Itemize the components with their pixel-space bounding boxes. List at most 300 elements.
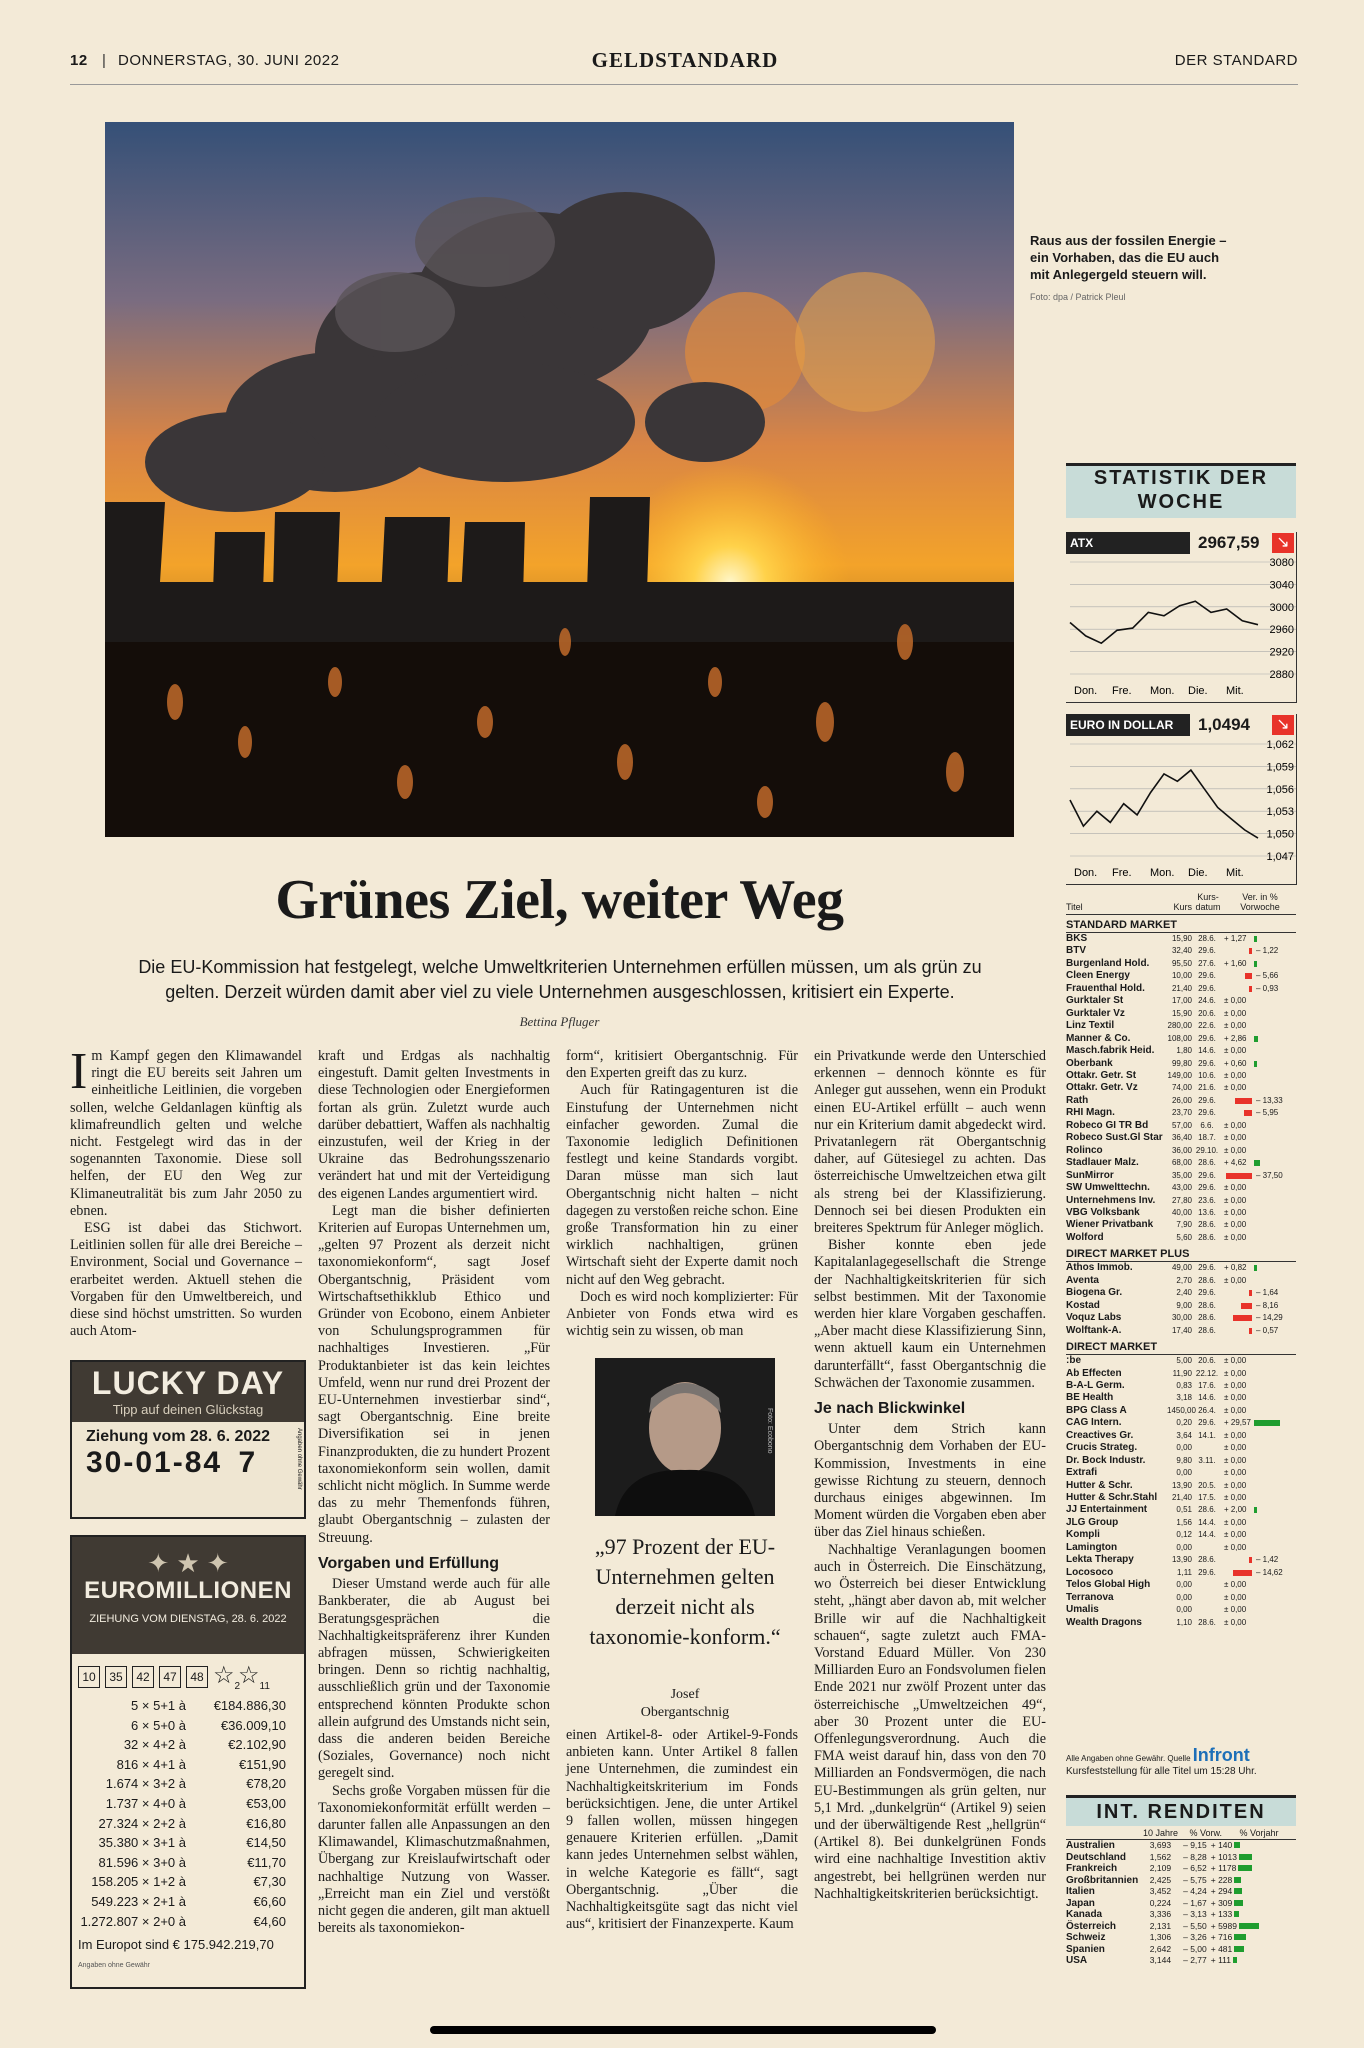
yield-value: 3,693 xyxy=(1149,1840,1172,1850)
market-row xyxy=(1066,1095,1296,1107)
col-header-titel: Titel xyxy=(1066,902,1083,912)
lucky-day-draw-date: Ziehung vom 28. 6. 2022 xyxy=(86,1428,271,1445)
yearly-change-text: + 140 xyxy=(1210,1840,1233,1850)
header-date: DONNERSTAG, 30. JUNI 2022 xyxy=(118,52,340,69)
renditen-row xyxy=(1066,1840,1296,1852)
stock-name: Athos Immob. xyxy=(1066,1262,1133,1274)
stock-change xyxy=(1222,1467,1296,1479)
stock-change-text: ± 0,00 xyxy=(1224,1580,1247,1590)
stock-change-text: ± 0,00 xyxy=(1224,1021,1247,1031)
stock-change-text: – 5,95 xyxy=(1256,1108,1279,1118)
stock-change xyxy=(1222,970,1296,982)
stock-date xyxy=(1192,1592,1222,1604)
lucky-day-note: Angaben ohne Gewähr xyxy=(296,1428,302,1490)
market-row xyxy=(1066,1008,1296,1020)
prize-quota: 816 × 4+1 à xyxy=(116,1756,186,1772)
hero-photo xyxy=(105,122,1014,837)
stock-name: Lekta Therapy xyxy=(1066,1554,1134,1566)
market-row xyxy=(1066,1157,1296,1169)
stock-change xyxy=(1222,1120,1296,1132)
lucky-day-extra: 7 xyxy=(238,1446,258,1479)
change-bar xyxy=(1254,961,1257,967)
market-row xyxy=(1066,1325,1296,1337)
prize-row xyxy=(72,1853,304,1873)
stock-price: 68,00 xyxy=(1171,1158,1192,1168)
stock-name: Rolinco xyxy=(1066,1144,1103,1156)
market-row xyxy=(1066,1604,1296,1616)
yearly-change-text: + 309 xyxy=(1210,1897,1233,1908)
stock-name: :be xyxy=(1066,1355,1081,1367)
country-name: Spanien xyxy=(1066,1943,1105,1955)
prize-amount: €14,50 xyxy=(246,1835,286,1851)
stock-change xyxy=(1222,1262,1296,1274)
stock-price: 0,00 xyxy=(1176,1443,1192,1453)
yearly-change xyxy=(1207,1852,1296,1864)
market-row xyxy=(1066,995,1296,1007)
quote-attribution: Josef Obergantschnig xyxy=(640,1687,730,1720)
euromillionen-banner xyxy=(72,1537,304,1654)
stock-change-text: ± 0,00 xyxy=(1224,1530,1247,1540)
trend-down-icon: ↘ xyxy=(1272,715,1294,735)
stock-date: 29.10. xyxy=(1195,1145,1219,1155)
col-header-vorwoche: % Vorw. xyxy=(1189,1828,1222,1838)
prize-row xyxy=(72,1814,304,1834)
change-bar xyxy=(1254,1265,1257,1271)
prize-row xyxy=(72,1892,304,1912)
stock-date: 28.6. xyxy=(1198,934,1216,943)
source-note: Alle Angaben ohne Gewähr. Quelle xyxy=(1066,1754,1191,1763)
stock-name: Wolftank-A. xyxy=(1066,1324,1122,1336)
stock-change-text: ± 0,00 xyxy=(1224,1592,1247,1602)
stock-date: 14.4. xyxy=(1198,1530,1216,1540)
stock-change-text: + 1,60 xyxy=(1224,958,1247,968)
stock-name: Ottakr. Getr. Vz xyxy=(1066,1082,1138,1094)
stock-change-text: + 2,00 xyxy=(1224,1505,1247,1515)
stock-change-text: + 1,27 xyxy=(1224,934,1247,943)
yearly-change xyxy=(1207,1932,1296,1944)
market-row xyxy=(1066,1368,1296,1380)
change-bar xyxy=(1226,1173,1252,1179)
x-tick-label: Mon. xyxy=(1150,867,1175,879)
home-indicator[interactable] xyxy=(430,2026,936,2034)
stock-name: BTV xyxy=(1066,945,1086,957)
country-name: Großbritannien xyxy=(1066,1874,1139,1886)
stock-change xyxy=(1222,1579,1296,1591)
stock-price: 32,40 xyxy=(1171,946,1192,956)
yearly-change-bar xyxy=(1239,1854,1252,1860)
stock-price: 15,90 xyxy=(1171,934,1192,943)
market-row xyxy=(1066,1312,1296,1324)
stock-name: SunMirror xyxy=(1066,1169,1114,1181)
market-row xyxy=(1066,1070,1296,1082)
stock-name: Biogena Gr. xyxy=(1066,1287,1123,1299)
stock-date: 29.6. xyxy=(1198,1263,1216,1273)
yield-value: 2,425 xyxy=(1149,1874,1172,1885)
weekly-change: – 2,77 xyxy=(1183,1955,1207,1965)
stock-date: 14.4. xyxy=(1198,1517,1216,1527)
stock-date: 28.6. xyxy=(1198,1617,1216,1627)
stock-change xyxy=(1222,1430,1296,1442)
stock-change xyxy=(1222,1392,1296,1404)
prize-amount: €4,60 xyxy=(253,1913,286,1929)
renditen-row xyxy=(1066,1875,1296,1887)
stock-change xyxy=(1222,1207,1296,1219)
market-row xyxy=(1066,1033,1296,1045)
yearly-change-text: + 1178 xyxy=(1210,1863,1237,1873)
euromillionen-box xyxy=(70,1535,306,1989)
stock-name: Stadlauer Malz. xyxy=(1066,1157,1139,1169)
trend-down-icon: ↘ xyxy=(1272,533,1294,553)
weekly-change: – 5,00 xyxy=(1183,1943,1207,1954)
photo-caption xyxy=(1030,232,1235,306)
article-column-3-continued xyxy=(566,1727,798,1933)
market-row xyxy=(1066,1542,1296,1554)
change-bar xyxy=(1254,936,1257,942)
change-bar xyxy=(1235,1098,1252,1104)
stock-name: Wealth Dragons xyxy=(1066,1616,1142,1628)
stock-change xyxy=(1222,1287,1296,1299)
stock-name: Masch.fabrik Heid. xyxy=(1066,1045,1155,1057)
stock-change xyxy=(1222,1182,1296,1194)
stock-price: 26,00 xyxy=(1171,1095,1192,1105)
stock-date xyxy=(1192,1604,1222,1616)
y-tick-label: 1,050 xyxy=(1266,828,1294,841)
weekly-change: – 5,50 xyxy=(1183,1920,1207,1931)
market-row xyxy=(1066,1480,1296,1492)
euromillionen-note: Angaben ohne Gewähr xyxy=(78,1962,150,1970)
prize-amount: €78,20 xyxy=(246,1776,286,1792)
stock-change-text: – 0,93 xyxy=(1256,983,1279,993)
portrait-photo xyxy=(595,1358,775,1516)
stock-name: Manner & Co. xyxy=(1066,1032,1131,1044)
market-row xyxy=(1066,1120,1296,1132)
stock-date: 22.12. xyxy=(1195,1368,1219,1378)
col-header-10-jahre: 10 Jahre xyxy=(1142,1828,1178,1838)
portrait-illustration xyxy=(595,1358,775,1516)
stars-icon: ✦ ★ ✦ xyxy=(147,1548,229,1578)
subheading: Je nach Blickwinkel xyxy=(814,1400,966,1418)
stock-change-text: ± 0,00 xyxy=(1224,1275,1247,1285)
stock-price: 1,56 xyxy=(1176,1517,1192,1527)
stock-change-text: ± 0,00 xyxy=(1224,1380,1247,1390)
europot: Im Europot sind € 175.942.219,70 xyxy=(78,1937,274,1953)
stock-change xyxy=(1222,1070,1296,1082)
portrait-credit: Foto: Ecobono xyxy=(766,1408,773,1454)
stock-name: Robeco Sust.Gl Star xyxy=(1066,1132,1163,1144)
stock-date: 28.6. xyxy=(1198,1505,1216,1515)
stock-name: Burgenland Hold. xyxy=(1066,957,1150,969)
stock-change-text: – 13,33 xyxy=(1256,1095,1283,1105)
stock-date: 13.6. xyxy=(1198,1207,1216,1217)
prize-row xyxy=(72,1735,304,1755)
prize-quota: 549.223 × 2+1 à xyxy=(91,1893,186,1909)
stock-change xyxy=(1222,1554,1296,1566)
prize-quota: 1.272.807 × 2+0 à xyxy=(80,1913,186,1929)
stock-price: 11,90 xyxy=(1172,1368,1192,1378)
renditen-row xyxy=(1066,1932,1296,1944)
paragraph: einen Artikel-8- oder Artikel-9-Fonds anbieten kann. Unter Artikel 8 fallen jene Unternehmen, die zumindest ein Nachhaltigkeitskriterium im Fonds berücksichtigen. Jene, die unter Artikel 9 fallen wollen, müssen hingegen genauere Kriterien erfüllen. „Damit kann jedes Unternehmen selbst wählen, in welche Kategorie es fällt“, sagt Obergantschnig. „Über die Nachhaltigkeitsgüte sagt das nicht viel aus“, kritisiert der Finanzexperte. Kaum xyxy=(566,1727,798,1933)
stock-change-text: ± 0,00 xyxy=(1224,1493,1247,1503)
article-column-1 xyxy=(70,1043,302,1340)
stock-name: BPG Class A xyxy=(1066,1404,1127,1416)
country-name: USA xyxy=(1066,1955,1088,1966)
x-tick-label: Mon. xyxy=(1150,685,1175,697)
market-row xyxy=(1066,1492,1296,1504)
stock-change-text: ± 0,00 xyxy=(1224,1083,1247,1093)
stock-change xyxy=(1222,995,1296,1007)
change-bar xyxy=(1254,1061,1257,1067)
stock-price: 0,00 xyxy=(1176,1468,1192,1478)
change-bar xyxy=(1249,1328,1252,1334)
stock-name: Locosoco xyxy=(1066,1566,1114,1578)
paragraph: Doch es wird noch komplizierter: Für Anbieter von Fonds etwa wird es wichtig sein zu wissen, ob man xyxy=(566,1288,798,1340)
stock-date: 14.6. xyxy=(1198,1046,1216,1056)
stock-date: 20.6. xyxy=(1198,1356,1216,1366)
header-separator: | xyxy=(102,52,107,69)
market-row xyxy=(1066,1107,1296,1119)
article-column-3 xyxy=(566,1048,798,1340)
stock-date: 29.6. xyxy=(1198,983,1216,993)
prize-amount: €6,60 xyxy=(253,1893,286,1909)
yield-value: 3,144 xyxy=(1149,1955,1172,1965)
yearly-change-bar xyxy=(1234,1888,1242,1894)
prize-amount: €7,30 xyxy=(253,1874,286,1890)
country-name: Frankreich xyxy=(1066,1863,1118,1874)
lucky-day-box xyxy=(70,1360,306,1519)
stock-price: 36,40 xyxy=(1171,1133,1192,1143)
stock-change-text: ± 0,00 xyxy=(1224,1120,1247,1130)
stock-name: JJ Entertainment xyxy=(1066,1504,1148,1516)
stock-name: Wiener Privatbank xyxy=(1066,1219,1154,1231)
stock-date: 6.6. xyxy=(1200,1120,1214,1130)
stock-price: 13,90 xyxy=(1171,1555,1192,1565)
stock-price: 5,00 xyxy=(1176,1356,1192,1366)
stock-change-text: ± 0,00 xyxy=(1224,1145,1247,1155)
stock-name: Kompli xyxy=(1066,1529,1100,1541)
stock-price: 21,40 xyxy=(1171,983,1192,993)
prize-row xyxy=(72,1696,304,1716)
eur-chart xyxy=(1066,714,1297,885)
market-table-body xyxy=(1066,919,1296,1629)
stock-change xyxy=(1222,1300,1296,1312)
stock-change-text: ± 0,00 xyxy=(1224,1133,1247,1143)
stock-change-text: ± 0,00 xyxy=(1224,1480,1247,1490)
yearly-change-bar xyxy=(1238,1865,1252,1871)
market-section-title: STANDARD MARKET xyxy=(1066,919,1296,933)
yield-value: 1,306 xyxy=(1149,1932,1172,1942)
stock-price: 0,00 xyxy=(1176,1580,1192,1590)
stock-date: 14.6. xyxy=(1198,1393,1216,1403)
market-row xyxy=(1066,1182,1296,1194)
stock-change xyxy=(1222,1517,1296,1529)
stock-date: 28.6. xyxy=(1198,1313,1216,1323)
lotto-number: 42 xyxy=(132,1666,154,1688)
market-row xyxy=(1066,1592,1296,1604)
prize-quota: 81.596 × 3+0 à xyxy=(98,1854,186,1870)
renditen-row xyxy=(1066,1944,1296,1956)
yearly-change-bar xyxy=(1239,1923,1259,1929)
yearly-change-text: + 481 xyxy=(1210,1943,1233,1954)
market-row xyxy=(1066,1145,1296,1157)
stock-change-text: ± 0,00 xyxy=(1224,1183,1247,1193)
market-row xyxy=(1066,1442,1296,1454)
yearly-change xyxy=(1207,1955,1296,1967)
prize-row xyxy=(72,1716,304,1736)
change-bar xyxy=(1233,1570,1252,1576)
weekly-change: – 9,15 xyxy=(1183,1840,1207,1850)
change-bar xyxy=(1254,1507,1257,1513)
stock-change xyxy=(1222,1604,1296,1616)
stock-change xyxy=(1222,1058,1296,1070)
yearly-change-text: + 294 xyxy=(1210,1886,1233,1896)
stock-date: 29.6. xyxy=(1198,1108,1216,1118)
prize-quota: 32 × 4+2 à xyxy=(123,1737,186,1753)
paragraph: form“, kritisiert Obergantschnig. Für den Experten greift das zu kurz. xyxy=(566,1048,798,1082)
market-row xyxy=(1066,1554,1296,1566)
stock-date: 26.4. xyxy=(1198,1405,1216,1415)
market-row xyxy=(1066,1392,1296,1404)
paragraph: Im Kampf gegen den Klimawandel ringt die EU bereits seit Jahren um einheitliche Leitlinien, die vorgeben sollen, welche Geldanlagen künftig als klimafreundlich gelten und welche nicht. Festgelegt wird das in der sogenannten Taxonomie. Diese soll helfen, der EU den Weg zur Klimaneutralität bis zum Jahr 2050 zu ebnen. xyxy=(70,1043,302,1219)
stock-change xyxy=(1222,1095,1296,1107)
stock-change xyxy=(1222,1455,1296,1467)
stock-price: 0,83 xyxy=(1176,1380,1192,1390)
stock-name: Aventa xyxy=(1066,1274,1099,1286)
stock-date: 28.6. xyxy=(1198,1275,1216,1285)
stock-price: 17,00 xyxy=(1171,996,1192,1006)
stock-change xyxy=(1222,1082,1296,1094)
stock-change xyxy=(1222,1355,1296,1367)
stock-change xyxy=(1222,958,1296,970)
stock-price: 21,40 xyxy=(1171,1493,1192,1503)
yearly-change xyxy=(1207,1909,1296,1921)
stock-change-text: – 1,42 xyxy=(1256,1555,1279,1565)
stock-price: 1,10 xyxy=(1176,1617,1192,1627)
yearly-change-bar xyxy=(1234,1877,1241,1883)
stock-change-text: ± 0,00 xyxy=(1224,1405,1247,1415)
stock-change-text: ± 0,00 xyxy=(1224,996,1247,1006)
market-row xyxy=(1066,1207,1296,1219)
stock-price: 30,00 xyxy=(1171,1313,1192,1323)
y-tick-label: 2920 xyxy=(1269,646,1294,659)
photo-caption-text: Raus aus der fossilen Energie – ein Vorhaben, das die EU auch mit Anlegergeld steuern will. xyxy=(1030,233,1227,282)
stock-change-text: ± 0,00 xyxy=(1224,1455,1247,1465)
paragraph: Bisher konnte eben jede Kapitalanlagegesellschaft die Strenge der Nachhaltigkeitskriterien für sich selbst bestimmen. Mit der Taxonomie werden hier klare Vorgaben geschaffen. „Aber macht diese Klassifizierung Sinn, wenn aktuell kaum ein Unternehmen darunterfällt“, fasst Obergantschnig die Schwächen der Taxonomie zusammen. xyxy=(814,1237,1046,1391)
yearly-change-text: + 111 xyxy=(1210,1955,1231,1965)
stock-name: BE Health xyxy=(1066,1392,1114,1404)
stock-change-text: ± 0,00 xyxy=(1224,1008,1247,1018)
stock-change-text: ± 0,00 xyxy=(1224,1468,1247,1478)
stock-price: 1,11 xyxy=(1177,1567,1192,1577)
stock-date: 28.6. xyxy=(1198,1300,1216,1310)
stock-change xyxy=(1222,1405,1296,1417)
stock-change-text: + 2,86 xyxy=(1224,1033,1247,1043)
market-row xyxy=(1066,1262,1296,1274)
prize-row xyxy=(72,1794,304,1814)
prize-row xyxy=(72,1755,304,1775)
lucky-day-numbers xyxy=(86,1446,304,1480)
change-bar xyxy=(1254,1420,1280,1426)
stock-name: Lamington xyxy=(1066,1541,1118,1553)
market-row xyxy=(1066,933,1296,945)
stock-date: 22.6. xyxy=(1198,1021,1216,1031)
stock-price: 57,00 xyxy=(1171,1120,1192,1130)
stock-name: Dr. Bock Industr. xyxy=(1066,1454,1146,1466)
y-tick-label: 3080 xyxy=(1269,557,1294,569)
hero-photo-illustration xyxy=(105,122,1014,837)
prize-quota: 158.205 × 1+2 à xyxy=(91,1874,186,1890)
stock-date: 3.11. xyxy=(1198,1455,1216,1465)
stock-change-text: ± 0,00 xyxy=(1224,1195,1247,1205)
prize-row xyxy=(72,1833,304,1853)
stock-price: 23,70 xyxy=(1171,1108,1192,1118)
stock-date: 28.6. xyxy=(1198,1220,1216,1230)
stock-date: 29.6. xyxy=(1198,1170,1216,1180)
y-tick-label: 3000 xyxy=(1269,601,1294,614)
stock-name: Rath xyxy=(1066,1094,1089,1106)
renditen-row xyxy=(1066,1921,1296,1933)
subheading: Vorgaben und Erfüllung xyxy=(318,1554,500,1572)
market-row xyxy=(1066,1517,1296,1529)
stock-date xyxy=(1192,1442,1222,1454)
lucky-day-banner xyxy=(72,1362,304,1422)
stock-price: 10,00 xyxy=(1171,971,1192,981)
photo-credit: Foto: dpa / Patrick Pleul xyxy=(1030,292,1126,302)
prize-quota: 1.674 × 3+2 à xyxy=(105,1776,186,1792)
weekly-change: – 3,26 xyxy=(1183,1932,1207,1942)
paragraph: kraft und Erdgas als nachhaltig eingestuft. Damit gelten Investments in diese Technologien oder Energieformen fortan als grün. Zuletzt wurde auch darüber debattiert, Waffen als nachhaltig einzustufen, weil der Krieg in der Ukraine das Bedrohungsszenario verändert hat und mit der Verteidigung des eigenen Landes argumentiert wird. xyxy=(318,1048,550,1202)
renditen-table xyxy=(1066,1828,1296,1967)
stock-price: 0,00 xyxy=(1176,1592,1192,1602)
stock-change xyxy=(1222,983,1296,995)
paragraph: Sechs große Vorgaben müssen für die Taxonomiekonformität erfüllt werden – darunter fallen alle Anpassungen an den Klimawandel, Klimaschutzmaßnahmen, Übergang zur Kreislaufwirtschaft oder nachhaltige Nutzung von Wasser. „Erreicht man ein Ziel und verstößt nicht gegen die anderen, gilt man aktuell bereits als taxonomiekon- xyxy=(318,1782,550,1937)
stock-price: 27,80 xyxy=(1171,1195,1192,1205)
stock-price: 17,40 xyxy=(1171,1325,1192,1335)
stock-change xyxy=(1222,1033,1296,1045)
stock-change-text: – 0,57 xyxy=(1256,1325,1279,1335)
stock-date: 29.6. xyxy=(1198,1418,1216,1428)
stock-name: Umalis xyxy=(1066,1604,1099,1616)
col-header-vorjahr: % Vorjahr xyxy=(1239,1828,1279,1838)
prize-row xyxy=(72,1912,304,1932)
stock-price: 0,20 xyxy=(1176,1418,1192,1428)
paragraph: Nachhaltige Veranlagungen boomen auch in Österreich. Die Einschätzung, wo Österreich bei dieser Entwicklung steht, „hängt aber davon ab, mit welcher Brille wir auf die Nachhaltigkeit schauen“, sagte zuletzt auch FMA-Vorstand Eduard Müller. Von 230 Milliarden Euro an Fondsvolumen fielen Ende 2021 nur zwölf Prozent unter das österreichische „Umweltzeichen 49“, aber 30 Prozent unter die EU-Offenlegungsverordnung. Auch die FMA weist darauf hin, dass von den 70 Milliarden an Fondsvermögen, die nach EU-Bestimmungen als grün gelten, nur 5,1 Mrd. „dunkelgrün“ (Artikel 9) seien und der überwältigende Rest „hellgrün“ (Artikel 8). Bei dunkelgrünen Fonds wird eine nachhaltige Investition aktiv angestrebt, bei hellgrünen werden nur Nachhaltigkeitskriterien berücksichtigt. xyxy=(814,1541,1046,1902)
atx-chart xyxy=(1066,532,1297,703)
stock-date: 29.6. xyxy=(1198,1058,1216,1068)
stock-name: Cleen Energy xyxy=(1066,970,1130,982)
y-tick-label: 2880 xyxy=(1269,669,1294,681)
yearly-change-text: + 133 xyxy=(1210,1909,1233,1919)
renditen-title: INT. RENDITEN xyxy=(1066,1795,1296,1826)
stock-name: Ab Effecten xyxy=(1066,1367,1122,1379)
stock-price: 40,00 xyxy=(1171,1207,1192,1217)
col-header-veraenderung: Ver. in % Vorwoche xyxy=(1240,892,1280,912)
stock-date xyxy=(1192,1579,1222,1591)
country-name: Schweiz xyxy=(1066,1932,1106,1943)
col-header-kurs: Kurs xyxy=(1173,902,1192,912)
yearly-change xyxy=(1207,1898,1296,1910)
y-tick-label: 1,059 xyxy=(1266,761,1294,774)
stock-change-text: ± 0,00 xyxy=(1224,1070,1247,1080)
market-row xyxy=(1066,983,1296,995)
renditen-row xyxy=(1066,1886,1296,1898)
stock-price: 3,64 xyxy=(1176,1430,1192,1440)
stock-change xyxy=(1222,1617,1296,1629)
stock-name: RHI Magn. xyxy=(1066,1107,1115,1119)
stock-change-text: – 1,22 xyxy=(1256,946,1279,956)
stock-change xyxy=(1222,1145,1296,1157)
y-tick-label: 1,062 xyxy=(1266,739,1294,751)
stock-date: 18.7. xyxy=(1198,1133,1216,1143)
